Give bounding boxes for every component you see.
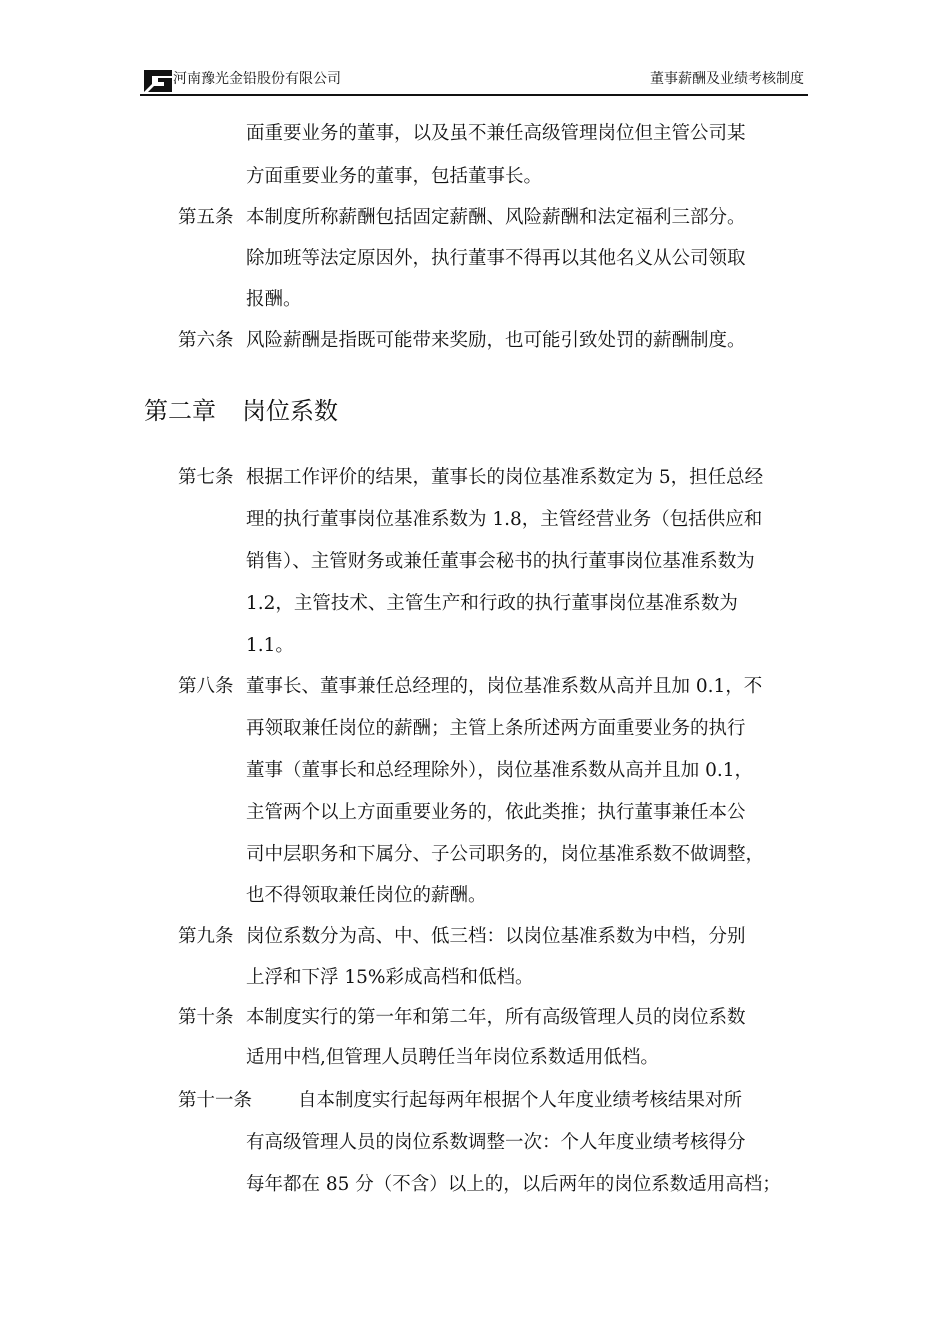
article-10-label: 第十条 [178,1007,234,1028]
text-line: 面重要业务的董事，以及虽不兼任高级管理岗位但主管公司某 [246,123,746,144]
text-line: 再领取兼任岗位的薪酬；主管上条所述两方面重要业务的执行 [246,718,746,739]
text-line: 主管两个以上方面重要业务的，依此类推；执行董事兼任本公 [246,802,746,823]
article-5-label: 第五条 [178,207,234,228]
text-line: 报酬。 [246,289,302,310]
article-11-label: 第十一条 [178,1090,253,1111]
text-line: 上浮和下浮 15%彩成高档和低档。 [246,967,534,988]
text-line: 有高级管理人员的岗位系数调整一次：个人年度业绩考核得分 [246,1132,746,1153]
text-line: 销售）、主管财务或兼任董事会秘书的执行董事岗位基准系数为 [246,551,755,572]
text-line: 董事长、董事兼任总经理的，岗位基准系数从高并且加 0.1，不 [246,676,763,697]
company-logo [142,68,174,94]
text-line: 自本制度实行起每两年根据个人年度业绩考核结果对所 [298,1090,743,1111]
text-line: 本制度实行的第一年和第二年，所有高级管理人员的岗位系数 [246,1007,746,1028]
text-line: 根据工作评价的结果，董事长的岗位基准系数定为 5，担任总经 [246,467,764,488]
text-line: 董事（董事长和总经理除外），岗位基准系数从高并且加 0.1， [246,760,754,781]
article-6-label: 第六条 [178,330,234,351]
text-line: 理的执行董事岗位基准系数为 1.8，主管经营业务（包括供应和 [246,509,763,530]
text-line: 1.2，主管技术、主管生产和行政的执行董事岗位基准系数为 [246,593,738,614]
text-line: 适用中档,但管理人员聘任当年岗位系数适用低档。 [246,1047,659,1068]
text-line: 1.1。 [246,635,294,656]
article-7-label: 第七条 [178,467,234,488]
text-line: 方面重要业务的董事，包括董事长。 [246,166,543,187]
text-line: 司中层职务和下属分、子公司职务的，岗位基准系数不做调整， [246,844,765,865]
text-line: 岗位系数分为高、中、低三档：以岗位基准系数为中档，分别 [246,926,746,947]
article-9-label: 第九条 [178,926,234,947]
chapter-title: 岗位系数 [242,397,338,425]
chapter-number: 第二章 [144,397,216,425]
text-line: 风险薪酬是指既可能带来奖励，也可能引致处罚的薪酬制度。 [246,330,746,351]
text-line: 除加班等法定原因外，执行董事不得再以其他名义从公司领取 [246,248,746,269]
text-line: 每年都在 85 分（不含）以上的，以后两年的岗位系数适用高档； [246,1174,781,1195]
article-8-label: 第八条 [178,676,234,697]
document-title: 董事薪酬及业绩考核制度 [650,71,804,87]
chapter-heading [144,396,364,426]
text-line: 本制度所称薪酬包括固定薪酬、风险薪酬和法定福利三部分。 [246,207,746,228]
text-line: 也不得领取兼任岗位的薪酬。 [246,885,487,906]
page-header [140,62,808,96]
company-name: 河南豫光金铅股份有限公司 [173,71,341,87]
